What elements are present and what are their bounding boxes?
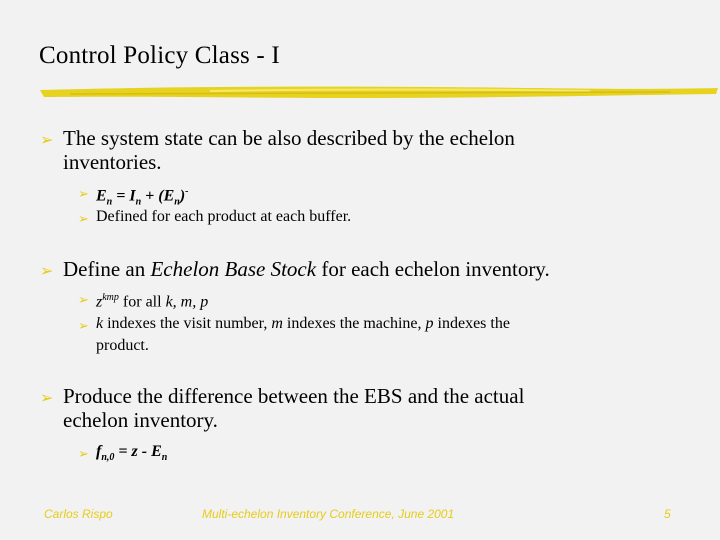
bullet-difference <box>40 384 653 432</box>
arrow-bullet-icon: ➢ <box>78 186 89 201</box>
title-underline-brushstroke <box>30 78 720 104</box>
bullet-echelon-base-stock <box>40 257 653 281</box>
sub-bullet-text: k indexes the visit number, m indexes the machine, p indexes the product. <box>96 315 510 354</box>
arrow-bullet-icon: ➢ <box>78 446 89 461</box>
footer-page-number: 5 <box>664 507 671 521</box>
arrow-bullet-icon: ➢ <box>40 390 54 407</box>
arrow-bullet-icon: ➢ <box>78 318 89 333</box>
arrow-bullet-icon: ➢ <box>78 211 89 226</box>
bullet-text: Define an Echelon Base Stock for each echelon inventory. <box>63 257 550 281</box>
bullet-text: The system state can be also described by the echelon inventories. <box>63 126 515 174</box>
footer-conference: Multi-echelon Inventory Conference, June 2001 <box>202 507 455 521</box>
arrow-bullet-icon: ➢ <box>40 132 54 149</box>
slide-title: Control Policy Class - I <box>39 42 280 69</box>
sub-bullet-f-formula <box>78 441 636 469</box>
echelon-formula: $E_n = I_n + (E_n)^-$ <box>96 186 189 208</box>
bullet-text: Produce the difference between the EBS and the actual echelon inventory. <box>63 384 525 432</box>
sub-bullet-indexes <box>78 313 636 357</box>
sub-bullet-text: Defined for each product at each buffer. <box>96 208 352 225</box>
sub-bullet-text: $z^{kmp}$ for all k, m, p <box>96 292 209 311</box>
sub-bullet-defined <box>78 206 636 228</box>
sub-bullet-zkmp <box>78 287 636 313</box>
arrow-bullet-icon: ➢ <box>78 292 89 307</box>
arrow-bullet-icon: ➢ <box>40 263 54 280</box>
footer-author: Carlos Rispo <box>44 507 113 521</box>
difference-formula: $f_{n,0} = z - E_n$ <box>96 443 168 464</box>
bullet-echelon-state <box>40 126 653 174</box>
